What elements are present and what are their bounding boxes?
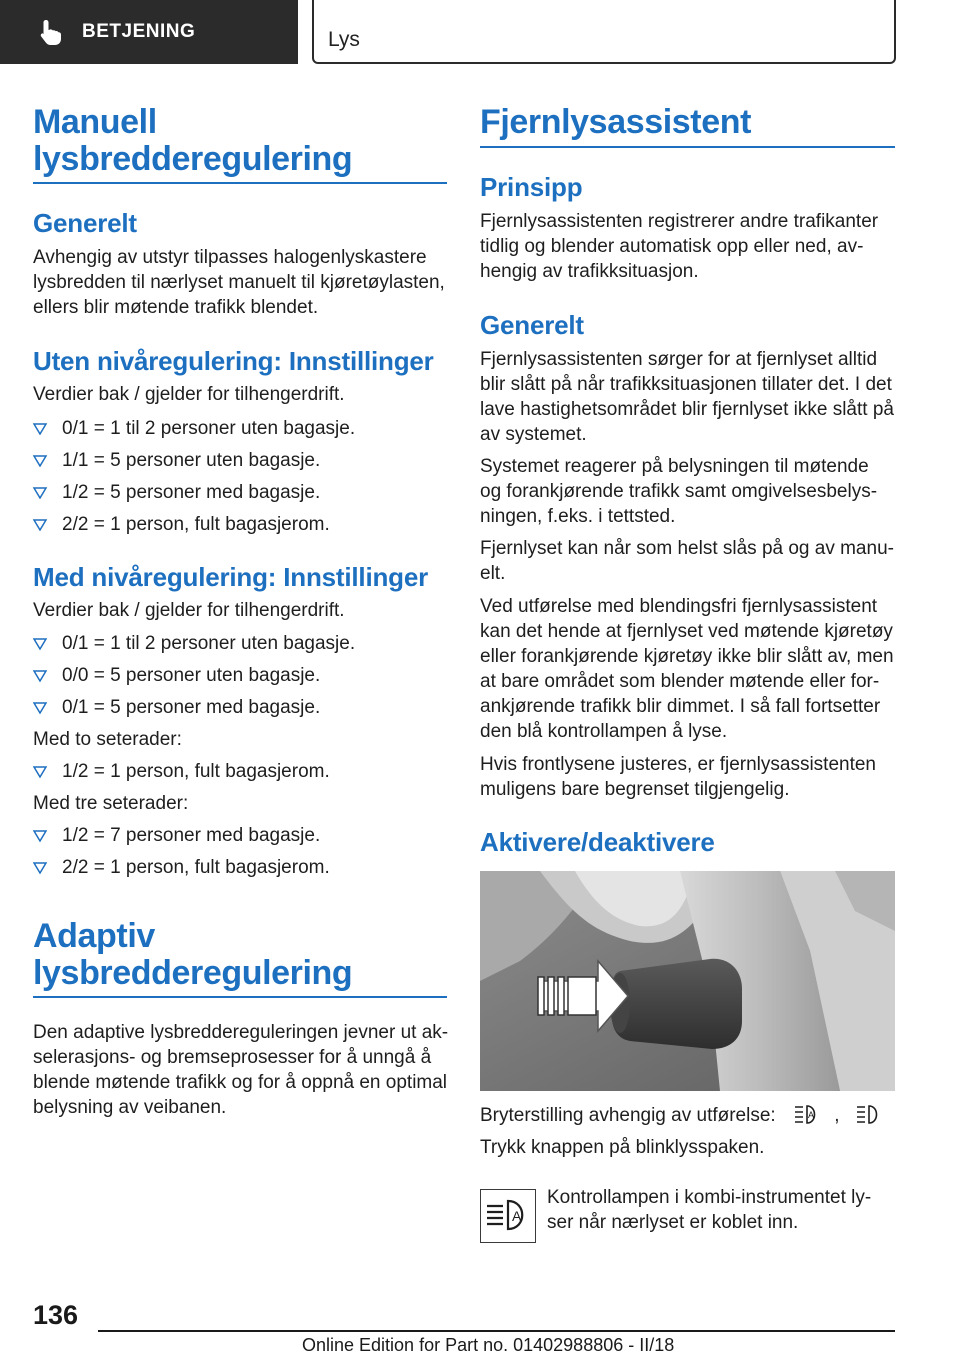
- high-beam-assist-indicator-icon: [481, 1190, 534, 1241]
- bullet-triangle-icon: [33, 455, 47, 467]
- list-item-text: 1/2 = 7 personer med bagasje.: [62, 825, 321, 846]
- bullet-triangle-icon: [33, 702, 47, 714]
- page-header: [0, 0, 960, 66]
- list-item-text: 1/2 = 5 personer med bagasje.: [62, 482, 321, 503]
- bullet-triangle-icon: [33, 423, 47, 435]
- generelt-p2: [480, 454, 877, 529]
- text-line: Ved utførelse med blendingsfri fjernlysassistent: [480, 596, 878, 617]
- med-intro: Verdier bak / gjelder for tilhengerdrift.: [33, 600, 345, 621]
- text-line: Den adaptive lysbreddereguleringen jevner ut ak-: [33, 1022, 449, 1043]
- text-line: belysning av veibanen.: [33, 1097, 227, 1118]
- to-rows-label: Med to seterader:: [33, 729, 182, 750]
- text-line: av systemet.: [480, 424, 587, 445]
- heading-fjernlysassistent: Fjernlysassistent: [480, 103, 751, 141]
- heading-line: lysbredderegulering: [33, 140, 353, 178]
- list-item-text: 2/2 = 1 person, fult bagasjerom.: [62, 857, 330, 878]
- text-line: blende møtende trafikk og for å oppnå en optimal: [33, 1072, 448, 1093]
- svg-text:A: A: [807, 1110, 814, 1120]
- bullet-triangle-icon: [33, 638, 47, 650]
- text-line: tidlig og blender automatisk opp eller ned, av-: [480, 236, 864, 257]
- text-line: at bare området som blender møtende eller for-: [480, 671, 880, 692]
- heading-rule: [33, 182, 447, 184]
- generelt-p3: [480, 536, 894, 586]
- page-number: 136: [33, 1300, 79, 1330]
- list-item-text: 2/2 = 1 person, fult bagasjerom.: [62, 514, 330, 535]
- list-item-text: 1/2 = 1 person, fult bagasjerom.: [62, 761, 330, 782]
- text-line: ankjørende trafikk blir dimmet. I så fall fortsetter: [480, 696, 881, 717]
- pointing-hand-icon: [36, 17, 66, 47]
- heading-line: Adaptiv: [33, 917, 155, 955]
- topic-title: Lys: [328, 28, 360, 51]
- bullet-triangle-icon: [33, 670, 47, 682]
- heading-rule: [480, 146, 895, 148]
- heading-rule: [33, 996, 447, 998]
- generelt-p4: [480, 594, 894, 744]
- heading-adaptive-leveling: [33, 918, 352, 992]
- tre-rows-label: Med tre seterader:: [33, 793, 189, 814]
- high-beam-assist-icon: [793, 1103, 819, 1125]
- text-line: elt.: [480, 563, 506, 584]
- bryter-text: Bryterstilling avhengig av utførelse:: [480, 1105, 776, 1126]
- trykk-text: Trykk knappen på blinklysspaken.: [480, 1137, 765, 1158]
- heading-line: Manuell: [33, 103, 157, 141]
- heading-generelt-right: Generelt: [480, 310, 584, 340]
- prinsipp-paragraph: [480, 209, 878, 284]
- heading-generelt: Generelt: [33, 208, 137, 238]
- list-item-text: 0/1 = 1 til 2 personer uten bagasje.: [62, 418, 356, 439]
- list-item-text: 0/1 = 1 til 2 personer uten bagasje.: [62, 633, 356, 654]
- text-line: den blå kontrollampen å lyse.: [480, 721, 728, 742]
- adaptive-paragraph: [33, 1020, 448, 1120]
- heading-manual-leveling: [33, 104, 352, 178]
- text-line: eller forankjørende kjøretøy ikke blir slått av, men: [480, 646, 894, 667]
- text-line: selerasjons- og bremseprosesser for å unngå å: [33, 1047, 432, 1068]
- text-line: Avhengig av utstyr tilpasses halogenlyskastere: [33, 247, 427, 268]
- footer-edition: Online Edition for Part no. 01402988806 - II/18: [302, 1335, 675, 1355]
- bryter-line: [480, 1103, 881, 1128]
- list-item-text: 1/1 = 5 personer uten bagasje.: [62, 450, 321, 471]
- list-item-text: 0/0 = 5 personer uten bagasje.: [62, 665, 321, 686]
- text-line: muligens bare begrenset tilgjengelig.: [480, 779, 790, 800]
- uten-intro: Verdier bak / gjelder for tilhengerdrift.: [33, 384, 345, 405]
- text-line: Hvis frontlysene justeres, er fjernlysassistenten: [480, 754, 876, 775]
- kontroll-paragraph: [547, 1185, 871, 1235]
- text-line: hengig av trafikksituasjon.: [480, 261, 699, 282]
- stalk-button-photo: [480, 871, 895, 1091]
- bryter-separator: ,: [834, 1105, 840, 1126]
- topic-box: [312, 0, 896, 64]
- indicator-lamp-box: [480, 1189, 536, 1243]
- text-line: ningen, f.eks. i tettsted.: [480, 506, 676, 527]
- generelt-paragraph: [33, 245, 445, 320]
- bullet-triangle-icon: [33, 862, 47, 874]
- text-line: Kontrollampen i kombi-instrumentet ly-: [547, 1187, 872, 1208]
- heading-uten-nivaregulering: Uten nivåregulering: Innstillinger: [33, 346, 434, 376]
- text-line: Systemet reagerer på belysningen til møtende: [480, 456, 869, 477]
- footer-rule: [98, 1330, 895, 1332]
- text-line: lave hastighetsområdet blir fjernlyset ikke slått på: [480, 399, 894, 420]
- text-line: Fjernlysassistenten registrerer andre trafikanter: [480, 211, 879, 232]
- text-line: lysbredden til nærlyset manuelt til kjøretøylasten,: [33, 272, 445, 293]
- text-line: blir slått på når trafikksituasjonen tillater det. I det: [480, 374, 892, 395]
- bullet-triangle-icon: [33, 766, 47, 778]
- heading-med-nivaregulering: Med nivåregulering: Innstillinger: [33, 562, 429, 592]
- generelt-p5: [480, 752, 876, 802]
- generelt-p1: [480, 347, 894, 447]
- stalk-illustration: [480, 871, 895, 1091]
- text-line: Fjernlyset kan når som helst slås på og av manu-: [480, 538, 894, 559]
- list-item-text: 0/1 = 5 personer med bagasje.: [62, 697, 321, 718]
- text-line: ser når nærlyset er koblet inn.: [547, 1212, 799, 1233]
- svg-text:A: A: [512, 1208, 522, 1224]
- heading-line: lysbredderegulering: [33, 954, 353, 992]
- heading-aktivere-deaktivere: Aktivere/deaktivere: [480, 827, 715, 857]
- section-tab: [0, 0, 298, 64]
- heading-prinsipp: Prinsipp: [480, 172, 583, 202]
- bullet-triangle-icon: [33, 487, 47, 499]
- section-title: BETJENING: [82, 21, 196, 42]
- text-line: kan det hende at fjernlyset ved møtende kjøretøy: [480, 621, 893, 642]
- text-line: ellers blir møtende trafikk blendet.: [33, 297, 319, 318]
- bullet-triangle-icon: [33, 830, 47, 842]
- high-beam-assist-alt-icon: [855, 1103, 881, 1125]
- text-line: Fjernlysassistenten sørger for at fjernlyset alltid: [480, 349, 878, 370]
- text-line: og forankjørende trafikk samt omgivelsesbelys-: [480, 481, 878, 502]
- bullet-triangle-icon: [33, 519, 47, 531]
